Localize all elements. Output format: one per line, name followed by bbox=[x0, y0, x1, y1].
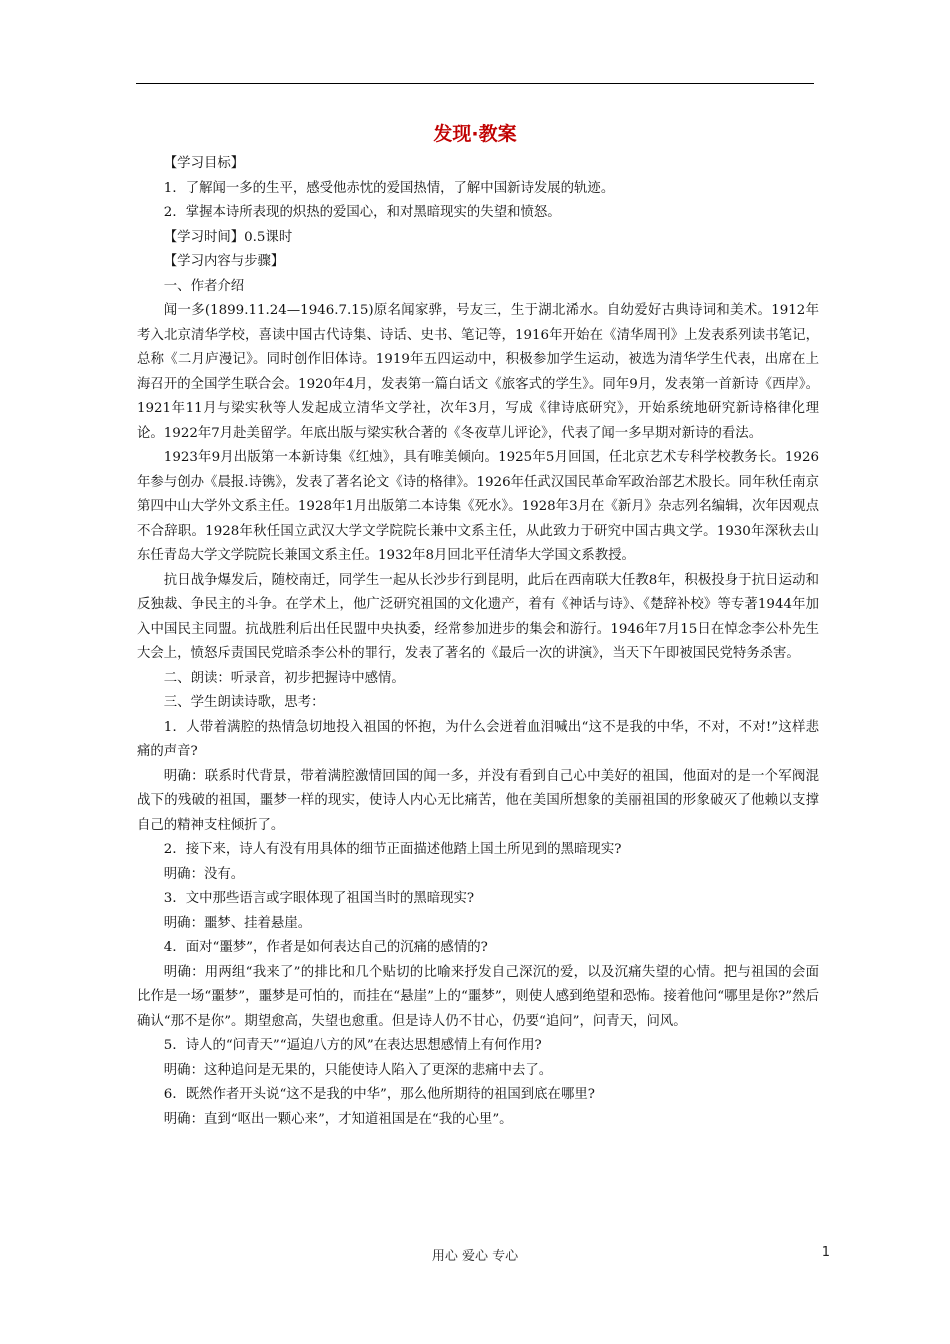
paragraph: 2．接下来，诗人有没有用具体的细节正面描述他踏上国土所见到的黑暗现实? bbox=[163, 842, 622, 857]
paragraph: 明确：没有。 bbox=[163, 866, 245, 882]
paragraph: 明确：噩梦、挂着悬崖。 bbox=[163, 915, 312, 931]
paragraph: 二、朗读：听录音，初步把握诗中感情。 bbox=[163, 670, 405, 686]
paragraph: 明确：用两组“我来了”的排比和几个贴切的比喻来抒发自己深沉的爱，以及沉痛失望的心情。把与祖国的会面比作是一场“噩梦”，噩梦是可怕的，而挂在“悬崖”上的“噩梦”，则使人感到绝望和恐怖。接着他问“哪里是你?”然后确认“那不是你”。期望愈高，失望也愈重。但是诗人仍不甘心，仍要“追问”，问青天，问风。 bbox=[137, 964, 819, 1029]
footer-motto: 用心 爱心 专心 bbox=[431, 1249, 519, 1264]
document-title: 发现·教案 bbox=[433, 123, 517, 145]
paragraph: 三、学生朗读诗歌，思考： bbox=[163, 695, 325, 710]
paragraph: 抗日战争爆发后，随校南迁，同学生一起从长沙步行到昆明，此后在西南联大任教8年，积极投身于抗日运动和反独裁、争民主的斗争。在学术上，他广泛研究祖国的文化遗产，着有《神话与诗》、《楚辞补校》等专著1944年加入中国民主同盟。抗战胜利后出任民盟中央执委，经常参加进步的集会和游行。1946年7月15日在悼念李公朴先生大会上，愤怒斥责国民党暗杀李公朴的罪行，发表了著名的《最后一次的讲演》，当天下午即被国民党特务杀害。 bbox=[137, 572, 819, 661]
paragraph: 1923年9月出版第一本新诗集《红烛》，具有唯美倾向。1925年5月回国，任北京艺术专科学校教务长。1926年参与创办《晨报.诗镌》，发表了著名论文《诗的格律》。1926年任武汉国民革命军政治部艺术股长。同年秋任南京第四中山大学外文系主任。1928年1月出版第二本诗集《死水》。1928年3月在《新月》杂志列名编辑，次年因观点不合辞职。1928年秋任国立武汉大学文学院院长兼中文系主任，从此致力于研究中国古典文学。1930年深秋去山东任青岛大学文学院院长兼国文系主任。1932年8月回北平任清华大学国文系教授。 bbox=[137, 450, 819, 563]
paragraph: 1．人带着满腔的热情急切地投入祖国的怀抱，为什么会迸着血泪喊出“这不是我的中华，不对，不对!”这样悲痛的声音? bbox=[137, 719, 819, 759]
paragraph: 一、作者介绍 bbox=[163, 278, 245, 294]
page-number: 1 bbox=[821, 1245, 830, 1260]
paragraph: 明确：联系时代背景，带着满腔激情回国的闻一多，并没有看到自己心中美好的祖国，他面对的是一个军阀混战下的残破的祖国，噩梦一样的现实，使诗人内心无比痛苦，他在美国所想象的美丽祖国的形象破灭了他赖以支撑自己的精神支柱倾折了。 bbox=[137, 768, 819, 833]
paragraph: 【学习目标】 bbox=[163, 156, 245, 171]
paragraph: 2．掌握本诗所表现的炽热的爱国心，和对黑暗现实的失望和愤怒。 bbox=[163, 205, 561, 220]
paragraph: 3．文中那些语言或字眼体现了祖国当时的黑暗现实? bbox=[163, 891, 475, 906]
paragraph: 明确：直到“呕出一颗心来”，才知道祖国是在“我的心里”。 bbox=[163, 1111, 513, 1127]
paragraph: 【学习内容与步骤】 bbox=[163, 254, 285, 269]
header-rule bbox=[136, 83, 814, 84]
paragraph: 4．面对“噩梦”，作者是如何表达自己的沉痛的感情的? bbox=[163, 940, 488, 955]
paragraph: 1．了解闻一多的生平，感受他赤忱的爱国热情，了解中国新诗发展的轨迹。 bbox=[163, 180, 615, 196]
paragraph: 5．诗人的“问青天”“逼迫八方的风”在表达思想感情上有何作用? bbox=[163, 1038, 542, 1053]
paragraph: 6．既然作者开头说“这不是我的中华”，那么他所期待的祖国到底在哪里? bbox=[163, 1087, 595, 1102]
paragraph: 闻一多(1899.11.24—1946.7.15)原名闻家骅，号友三，生于湖北浠水。自幼爱好古典诗词和美术。1912年考入北京清华学校，喜读中国古代诗集、诗话、史书、笔记等，1916年开始在《清华周刊》上发表系列读书笔记，总称《二月庐漫记》。同时创作旧体诗。1919年五四运动中，积极参加学生运动，被选为清华学生代表，出席在上海召开的全国学生联合会。1920年4月，发表第一篇白话文《旅客式的学生》。同年9月，发表第一首新诗《西岸》。1921年11月与梁实秋等人发起成立清华文学社，次年3月，写成《律诗底研究》，开始系统地研究新诗格律化理论。1922年7月赴美留学。年底出版与梁实秋合著的《冬夜草儿评论》，代表了闻一多早期对新诗的看法。 bbox=[137, 303, 819, 441]
paragraph: 明确：这种追问是无果的，只能使诗人陷入了更深的悲痛中去了。 bbox=[163, 1062, 553, 1078]
document-body bbox=[137, 152, 819, 1132]
paragraph: 【学习时间】0.5课时 bbox=[163, 229, 293, 245]
